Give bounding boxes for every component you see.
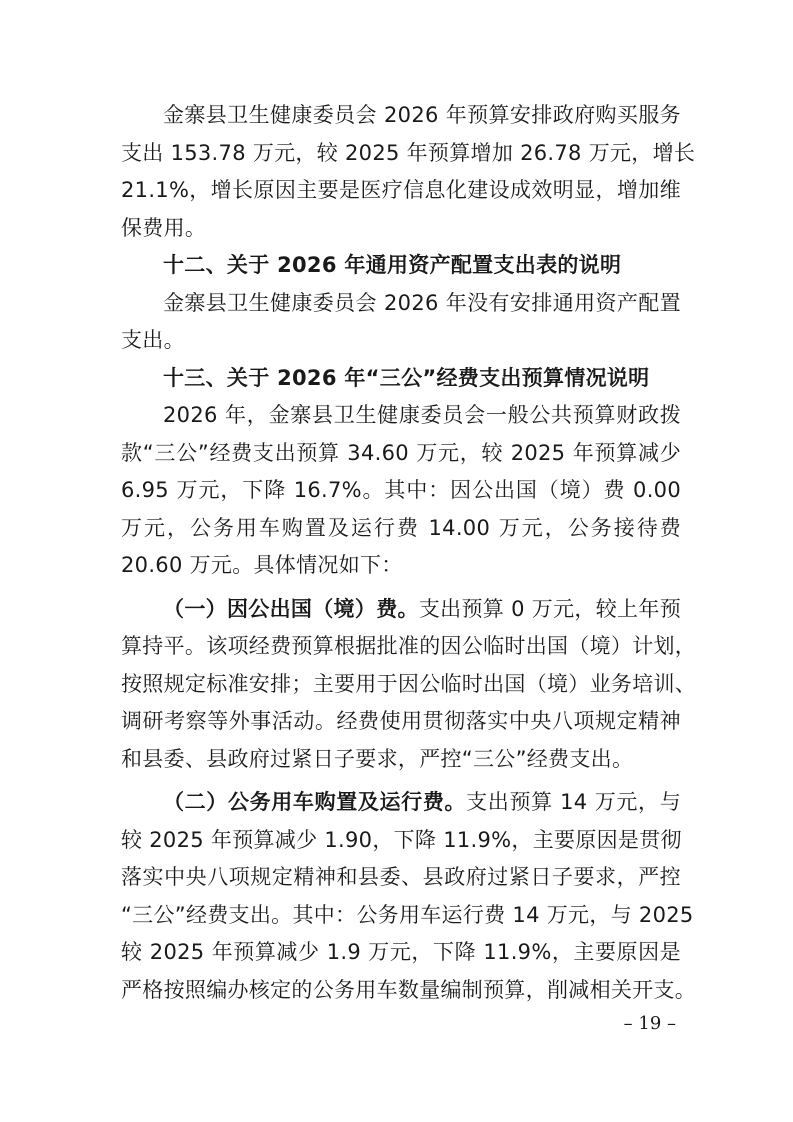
para5-line-4: “三公”经费支出。其中：公务用车运行费 14 万元，与 2025 [121,903,694,927]
para5-line-5: 较 2025 年预算减少 1.9 万元，下降 11.9%，主要原因是 [121,940,681,964]
para3-line-2: 款“三公”经费支出预算 34.60 万元，较 2025 年预算减少 [121,441,681,465]
para2-line-2: 支出。 [121,328,185,352]
para3-line-3: 6.95 万元，下降 16.7%。其中：因公出国（境）费 0.00 [121,478,681,502]
page-number: – 19 – [623,1013,676,1034]
section-heading-12: 十二、关于 2026 年通用资产配置支出表的说明 [163,253,622,277]
para4-line-1 [163,594,681,624]
para3-line-1: 2026 年，金寨县卫生健康委员会一般公共预算财政拨 [163,403,681,427]
para5-line-1 [163,787,681,817]
para3-line-5: 20.60 万元。具体情况如下： [121,553,403,577]
para5-first-rest: 支出预算 14 万元，与 [466,790,682,814]
para5-line-2: 较 2025 年预算减少 1.90，下降 11.9%，主要原因是贯彻 [121,828,682,852]
para5-line-6: 严格按照编办核定的公务用车数量编制预算，削减相关开支。 [121,978,697,1002]
para4-first-rest: 支出预算 0 万元，较上年预 [418,597,681,621]
para1-line-3: 21.1%，增长原因主要是医疗信息化建设成效明显，增加维 [121,178,681,202]
para1-line-1: 金寨县卫生健康委员会 2026 年预算安排政府购买服务 [163,103,681,127]
para4-bold-lead: （一）因公出国（境）费。 [163,597,419,621]
para1-line-2: 支出 153.78 万元，较 2025 年预算增加 26.78 万元，增长 [121,141,696,165]
para4-line-2: 算持平。该项经费预算根据批准的因公临时出国（境）计划， [121,634,697,658]
section-heading-13: 十三、关于 2026 年“三公”经费支出预算情况说明 [163,366,650,390]
para5-bold-lead: （二）公务用车购置及运行费。 [163,790,467,814]
para5-line-3: 落实中央八项规定精神和县委、县政府过紧日子要求，严控 [121,865,681,889]
para4-line-3: 按照规定标准安排；主要用于因公临时出国（境）业务培训、 [121,672,697,696]
para3-line-4: 万元，公务用车购置及运行费 14.00 万元，公务接待费 [121,516,681,540]
para1-line-4: 保费用。 [121,216,207,240]
para4-line-5: 和县委、县政府过紧日子要求，严控“三公”经费支出。 [121,747,634,771]
para4-line-4: 调研考察等外事活动。经费使用贯彻落实中央八项规定精神 [121,709,681,733]
para2-line-1: 金寨县卫生健康委员会 2026 年没有安排通用资产配置 [163,291,681,315]
